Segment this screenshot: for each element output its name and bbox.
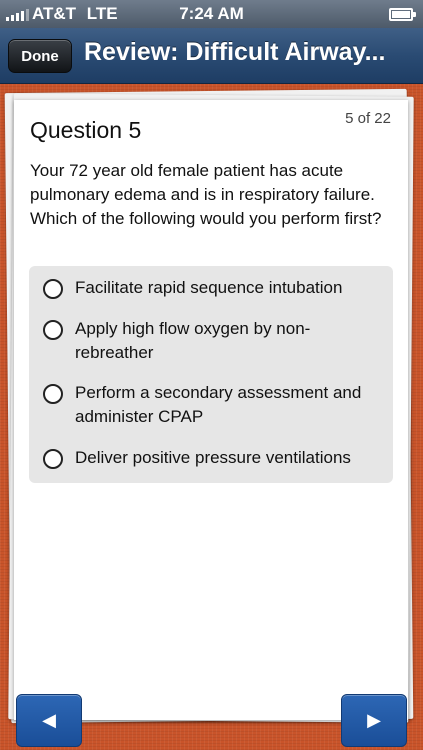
navigation-bar xyxy=(0,28,423,84)
question-counter: 5 of 22 xyxy=(345,110,391,127)
right-triangle-icon: ▶ xyxy=(367,710,381,730)
status-bar xyxy=(0,0,423,28)
answer-label: Perform a secondary assessment and administer CPAP xyxy=(75,383,362,426)
question-card xyxy=(14,100,408,720)
answer-label: Deliver positive pressure ventilations xyxy=(75,448,351,467)
done-button[interactable]: Done xyxy=(8,39,72,73)
battery-icon xyxy=(389,8,413,21)
network-type: LTE xyxy=(86,4,118,23)
question-title: Question 5 xyxy=(30,117,142,143)
status-time: 7:24 AM xyxy=(179,4,244,23)
carrier-name: AT&T xyxy=(32,4,77,23)
answer-option[interactable] xyxy=(29,276,393,312)
answer-label: Apply high flow oxygen by non-rebreather xyxy=(75,319,311,362)
next-question-button[interactable] xyxy=(341,694,407,747)
previous-question-button[interactable] xyxy=(16,694,82,747)
left-triangle-icon: ◀ xyxy=(42,710,56,730)
radio-button-icon[interactable] xyxy=(43,384,63,404)
answer-option[interactable] xyxy=(29,381,393,431)
answer-option[interactable] xyxy=(29,317,393,367)
question-text: Your 72 year old female patient has acute pulmonary edema and is in respiratory failure. Which of the following would you perform first? xyxy=(30,161,382,228)
radio-button-icon[interactable] xyxy=(43,320,63,340)
page-title: Review: Difficult Airway... xyxy=(84,38,386,66)
answer-list xyxy=(29,266,393,483)
radio-button-icon[interactable] xyxy=(43,449,63,469)
answer-label: Facilitate rapid sequence intubation xyxy=(75,278,343,297)
answer-option[interactable] xyxy=(29,446,393,476)
radio-button-icon[interactable] xyxy=(43,279,63,299)
